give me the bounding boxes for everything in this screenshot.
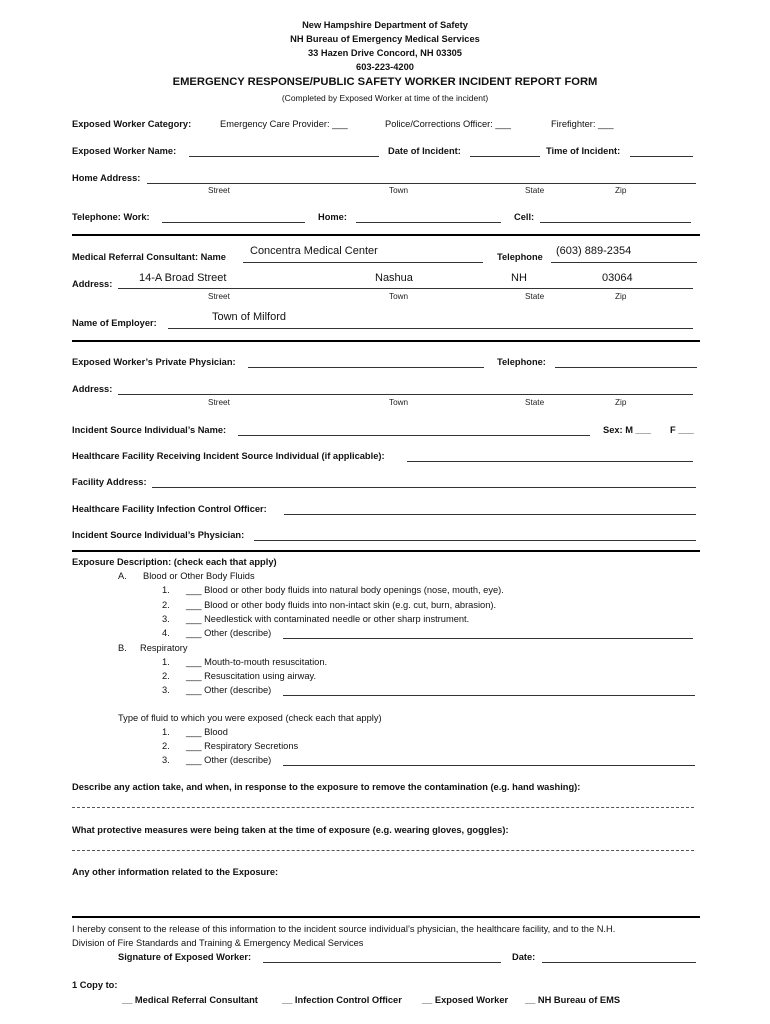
signature-field[interactable] (263, 962, 501, 963)
category-firefighter[interactable]: Firefighter: ___ (551, 119, 614, 129)
employer-label: Name of Employer: (72, 318, 157, 328)
section-a-number: A. (118, 571, 127, 581)
worker-name-label: Exposed Worker Name: (72, 146, 177, 156)
list-item-number: 3. (162, 685, 170, 695)
exposure-a3-checkbox[interactable]: ___ Needlestick with contaminated needle or other sharp instrument. (186, 614, 470, 624)
street-caption: Street (208, 292, 230, 301)
sex-female-checkbox[interactable]: F ___ (670, 425, 694, 435)
form-subtitle: (Completed by Exposed Worker at time of the incident) (281, 93, 489, 103)
bureau-name: NH Bureau of Emergency Medical Services (290, 34, 480, 44)
fluid-heading: Type of fluid to which you were exposed (check each that apply) (118, 713, 382, 723)
list-item-number: 2. (162, 671, 170, 681)
source-physician-label: Incident Source Individual’s Physician: (72, 530, 245, 540)
list-item-number: 1. (162, 585, 170, 595)
action-question: Describe any action take, and when, in response to the exposure to remove the contamination (e.g. hand washing): (72, 782, 581, 792)
exposure-a1-checkbox[interactable]: ___ Blood or other body fluids into natural body openings (nose, mouth, eye). (186, 585, 504, 595)
section-b-label: Respiratory (140, 643, 188, 653)
zip-caption: Zip (615, 398, 627, 407)
exposure-b3-checkbox[interactable]: ___ Other (describe) (186, 685, 272, 695)
list-item-number: 1. (162, 727, 170, 737)
referral-town-value[interactable]: Nashua (375, 272, 413, 284)
referral-street-value[interactable]: 14-A Broad Street (139, 272, 227, 284)
home-phone-label: Home: (318, 212, 347, 222)
home-address-label: Home Address: (72, 173, 141, 183)
source-name-field[interactable] (238, 435, 590, 436)
section-divider (72, 916, 700, 918)
list-item-number: 3. (162, 614, 170, 624)
list-item-number: 3. (162, 755, 170, 765)
list-item-number: 2. (162, 741, 170, 751)
facility-label: Healthcare Facility Receiving Incident Source Individual (if applicable): (72, 451, 385, 461)
referral-address-label: Address: (72, 279, 113, 289)
action-answer-field[interactable] (72, 807, 694, 808)
agency-name: New Hampshire Department of Safety (302, 20, 468, 30)
town-caption: Town (389, 398, 409, 407)
fluid-other-checkbox[interactable]: ___ Other (describe) (186, 755, 272, 765)
facility-address-field[interactable] (152, 487, 696, 488)
time-of-incident-label: Time of Incident: (546, 146, 621, 156)
facility-address-label: Facility Address: (72, 477, 147, 487)
signature-label: Signature of Exposed Worker: (118, 952, 252, 962)
home-phone-field[interactable] (356, 222, 501, 223)
fluid-other-describe-field[interactable] (283, 765, 695, 766)
zip-caption: Zip (615, 292, 627, 301)
referral-address-field[interactable] (118, 288, 693, 289)
consent-text-line2: Division of Fire Standards and Training & Emergency Medical Services (72, 938, 364, 948)
state-caption: State (525, 398, 545, 407)
category-police[interactable]: Police/Corrections Officer: ___ (385, 119, 511, 129)
referral-name-field[interactable] (243, 262, 483, 263)
employer-value[interactable]: Town of Milford (212, 311, 286, 323)
category-emergency-care[interactable]: Emergency Care Provider: ___ (220, 119, 348, 129)
private-physician-label: Exposed Worker’s Private Physician: (72, 357, 236, 367)
list-item-number: 2. (162, 600, 170, 610)
agency-phone: 603-223-4200 (356, 62, 414, 72)
referral-name-value[interactable]: Concentra Medical Center (250, 245, 378, 257)
private-physician-field[interactable] (248, 367, 484, 368)
form-title: EMERGENCY RESPONSE/PUBLIC SAFETY WORKER INCIDENT REPORT FORM (172, 76, 598, 88)
town-caption: Town (389, 292, 409, 301)
consent-text-line1: I hereby consent to the release of this information to the incident source individual’s physician, the healthcare facility, and to the N.H. (72, 924, 616, 934)
copy-to-label: 1 Copy to: (72, 980, 118, 990)
referral-telephone-value[interactable]: (603) 889-2354 (556, 245, 632, 257)
exposure-b3-describe-field[interactable] (283, 695, 695, 696)
agency-address: 33 Hazen Drive Concord, NH 03305 (308, 48, 462, 58)
cell-phone-label: Cell: (514, 212, 535, 222)
protective-question: What protective measures were being taken at the time of exposure (e.g. wearing gloves, goggles): (72, 825, 509, 835)
section-divider (72, 340, 700, 342)
section-divider (72, 234, 700, 236)
list-item-number: 4. (162, 628, 170, 638)
source-physician-field[interactable] (254, 540, 696, 541)
fluid-blood-checkbox[interactable]: ___ Blood (186, 727, 228, 737)
referral-zip-value[interactable]: 03064 (602, 272, 633, 284)
other-info-question: Any other information related to the Exposure: (72, 867, 279, 877)
copy-medical-referral-checkbox[interactable]: __ Medical Referral Consultant (122, 995, 258, 1005)
referral-state-value[interactable]: NH (511, 272, 527, 284)
copy-exposed-worker-checkbox[interactable]: __ Exposed Worker (422, 995, 509, 1005)
exposure-b2-checkbox[interactable]: ___ Resuscitation using airway. (186, 671, 317, 681)
physician-address-field[interactable] (118, 394, 693, 395)
telephone-work-field[interactable] (162, 222, 305, 223)
list-item-number: 1. (162, 657, 170, 667)
date-of-incident-field[interactable] (470, 156, 540, 157)
protective-answer-field[interactable] (72, 850, 694, 851)
section-divider (72, 550, 700, 552)
street-caption: Street (208, 398, 230, 407)
home-address-field[interactable] (147, 183, 696, 184)
infection-officer-field[interactable] (284, 514, 696, 515)
sex-male-checkbox[interactable]: Sex: M ___ (603, 425, 652, 435)
source-name-label: Incident Source Individual’s Name: (72, 425, 227, 435)
state-caption: State (525, 186, 545, 195)
copy-nh-bureau-checkbox[interactable]: __ NH Bureau of EMS (525, 995, 621, 1005)
exposure-a2-checkbox[interactable]: ___ Blood or other body fluids into non-intact skin (e.g. cut, burn, abrasion). (186, 600, 497, 610)
category-label: Exposed Worker Category: (72, 119, 192, 129)
physician-address-label: Address: (72, 384, 113, 394)
referral-name-label: Medical Referral Consultant: Name (72, 252, 226, 262)
worker-name-field[interactable] (189, 156, 379, 157)
referral-telephone-field[interactable] (551, 262, 697, 263)
signature-date-label: Date: (512, 952, 536, 962)
physician-telephone-field[interactable] (555, 367, 697, 368)
exposure-heading: Exposure Description: (check each that apply) (72, 557, 277, 567)
zip-caption: Zip (615, 186, 627, 195)
physician-telephone-label: Telephone: (497, 357, 546, 367)
exposure-a4-checkbox[interactable]: ___ Other (describe) (186, 628, 272, 638)
state-caption: State (525, 292, 545, 301)
copy-infection-officer-checkbox[interactable]: __ Infection Control Officer (282, 995, 402, 1005)
exposure-b1-checkbox[interactable]: ___ Mouth-to-mouth resuscitation. (186, 657, 328, 667)
exposure-a4-describe-field[interactable] (283, 638, 693, 639)
signature-date-field[interactable] (542, 962, 696, 963)
section-b-number: B. (118, 643, 127, 653)
time-of-incident-field[interactable] (630, 156, 693, 157)
infection-officer-label: Healthcare Facility Infection Control Officer: (72, 504, 267, 514)
street-caption: Street (208, 186, 230, 195)
telephone-work-label: Telephone: Work: (72, 212, 150, 222)
section-a-label: Blood or Other Body Fluids (143, 571, 255, 581)
facility-field[interactable] (407, 461, 693, 462)
date-of-incident-label: Date of Incident: (388, 146, 461, 156)
fluid-respiratory-checkbox[interactable]: ___ Respiratory Secretions (186, 741, 299, 751)
referral-telephone-label: Telephone (497, 252, 543, 262)
cell-phone-field[interactable] (540, 222, 691, 223)
employer-field[interactable] (168, 328, 693, 329)
town-caption: Town (389, 186, 409, 195)
